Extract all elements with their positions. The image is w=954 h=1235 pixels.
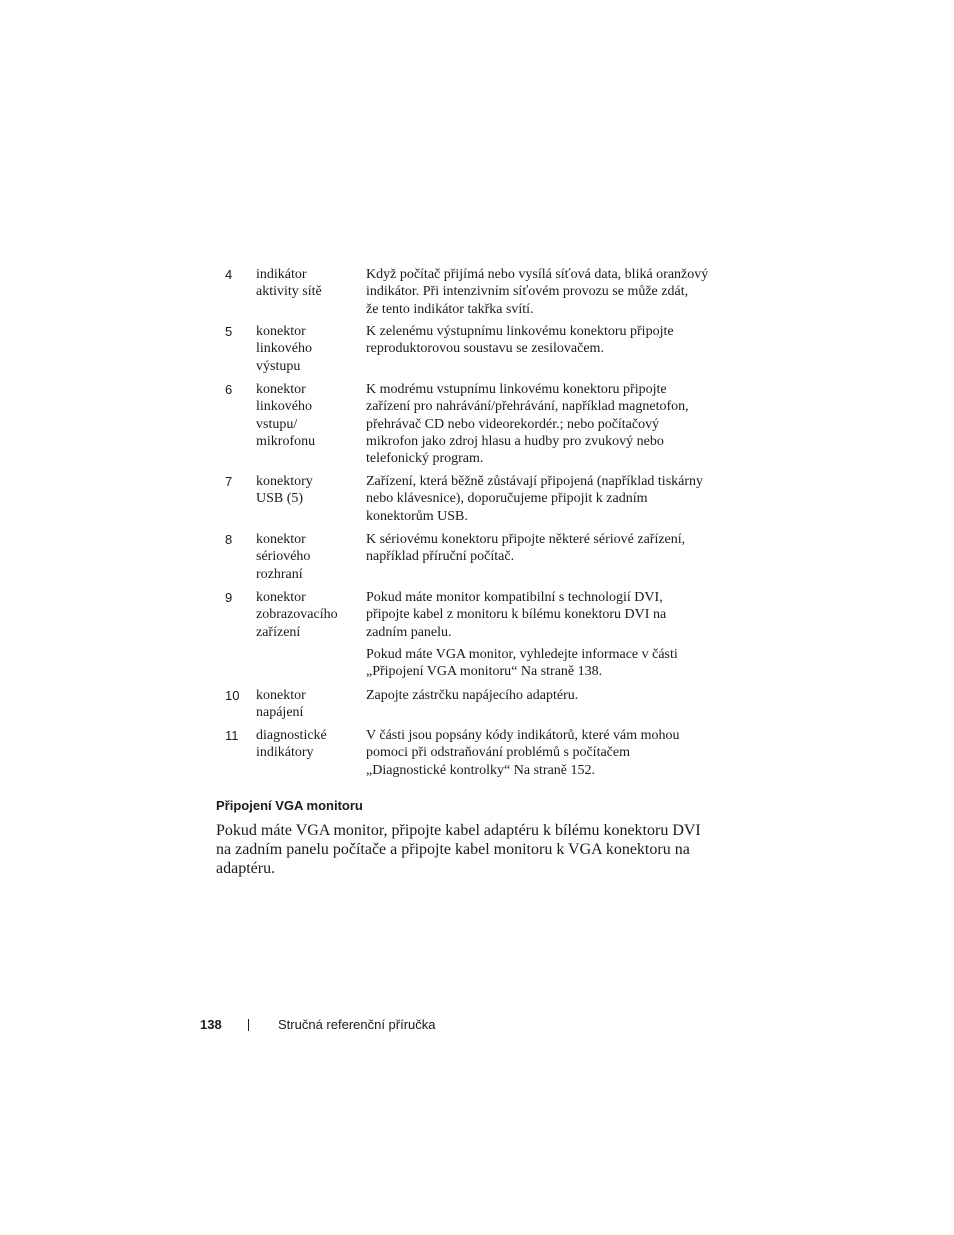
row-number: 6: [225, 382, 233, 397]
row-name: indikátor aktivity sítě: [256, 267, 322, 300]
row-description: [366, 727, 718, 779]
description-line: „Diagnostické kontrolky“ Na straně 152.: [366, 762, 595, 778]
section-body: Pokud máte VGA monitor, připojte kabel adaptéru k bílému konektoru DVI na zadním panelu počítače a připojte kabel monitoru k VGA konektoru na adaptéru.: [216, 822, 701, 877]
page-number: 138: [200, 1017, 222, 1032]
row-description: [366, 323, 718, 358]
description-line: reproduktorovou soustavu se zesilovačem.: [366, 341, 604, 357]
description-line: Pokud máte VGA monitor, vyhledejte informace v části: [366, 647, 678, 662]
row-number: 11: [225, 728, 239, 743]
row-description: [366, 381, 718, 467]
row-name: diagnostické indikátory: [256, 728, 327, 761]
row-description: [366, 531, 718, 566]
description-line: indikátor. Při intenzivním síťovém provozu se může zdát,: [366, 284, 689, 300]
row-description: [366, 589, 718, 641]
description-line: připojte kabel z monitoru k bílému konektoru DVI na: [366, 607, 667, 623]
row-name: konektor linkového vstupu/ mikrofonu: [256, 382, 316, 449]
description-line: Zařízení, která běžně zůstávají připojená (například tiskárny: [366, 474, 704, 489]
row-name: konektor zobrazovacího zařízení: [256, 590, 338, 640]
row-number: 5: [225, 324, 233, 339]
row-name: konektor sériového rozhraní: [256, 532, 311, 582]
description-line: „Připojení VGA monitoru“ Na straně 138.: [366, 664, 603, 680]
row-number: 4: [225, 267, 233, 282]
footer-separator: [248, 1019, 249, 1031]
row-number: 7: [225, 474, 233, 489]
description-line: například příruční počítač.: [366, 549, 515, 565]
description-line: mikrofon jako zdroj hlasu a hudby pro zvukový nebo: [366, 433, 664, 449]
description-line: K modrému vstupnímu linkovému konektoru připojte: [366, 382, 667, 397]
description-line: zadním panelu.: [366, 624, 452, 640]
description-line: telefonický program.: [366, 451, 484, 467]
description-line: zařízení pro nahrávání/přehrávání, například magnetofon,: [366, 399, 689, 415]
description-line: V části jsou popsány kódy indikátorů, které vám mohou: [366, 728, 680, 743]
footer-title: Stručná referenční příručka: [278, 1017, 436, 1032]
description-line: Pokud máte monitor kompatibilní s technologií DVI,: [366, 590, 663, 605]
row-description: [366, 473, 718, 525]
row-number: 10: [225, 688, 240, 703]
section-heading: Připojení VGA monitoru: [216, 798, 363, 813]
row-number: 8: [225, 532, 233, 547]
description-line: nebo klávesnice), doporučujeme připojit k zadním: [366, 491, 648, 507]
row-description-extra: [366, 646, 718, 681]
row-name: konektor linkového výstupu: [256, 324, 312, 374]
description-line: K zelenému výstupnímu linkovému konektoru připojte: [366, 324, 674, 339]
row-number: 9: [225, 590, 233, 605]
row-description: [366, 266, 718, 318]
description-line: přehrávač CD nebo videorekordér.; nebo počítačový: [366, 416, 660, 432]
description-line: že tento indikátor takřka svítí.: [366, 301, 534, 317]
description-line: Zapojte zástrčku napájecího adaptéru.: [366, 688, 579, 703]
description-line: Když počítač přijímá nebo vysílá síťová data, bliká oranžový: [366, 267, 709, 282]
row-description: [366, 687, 718, 704]
description-line: konektorům USB.: [366, 508, 468, 524]
row-name: konektory USB (5): [256, 474, 313, 507]
description-line: pomoci při odstraňování problémů s počítačem: [366, 745, 630, 761]
row-name: konektor napájení: [256, 688, 306, 721]
description-line: K sériovému konektoru připojte některé sériové zařízení,: [366, 532, 686, 547]
